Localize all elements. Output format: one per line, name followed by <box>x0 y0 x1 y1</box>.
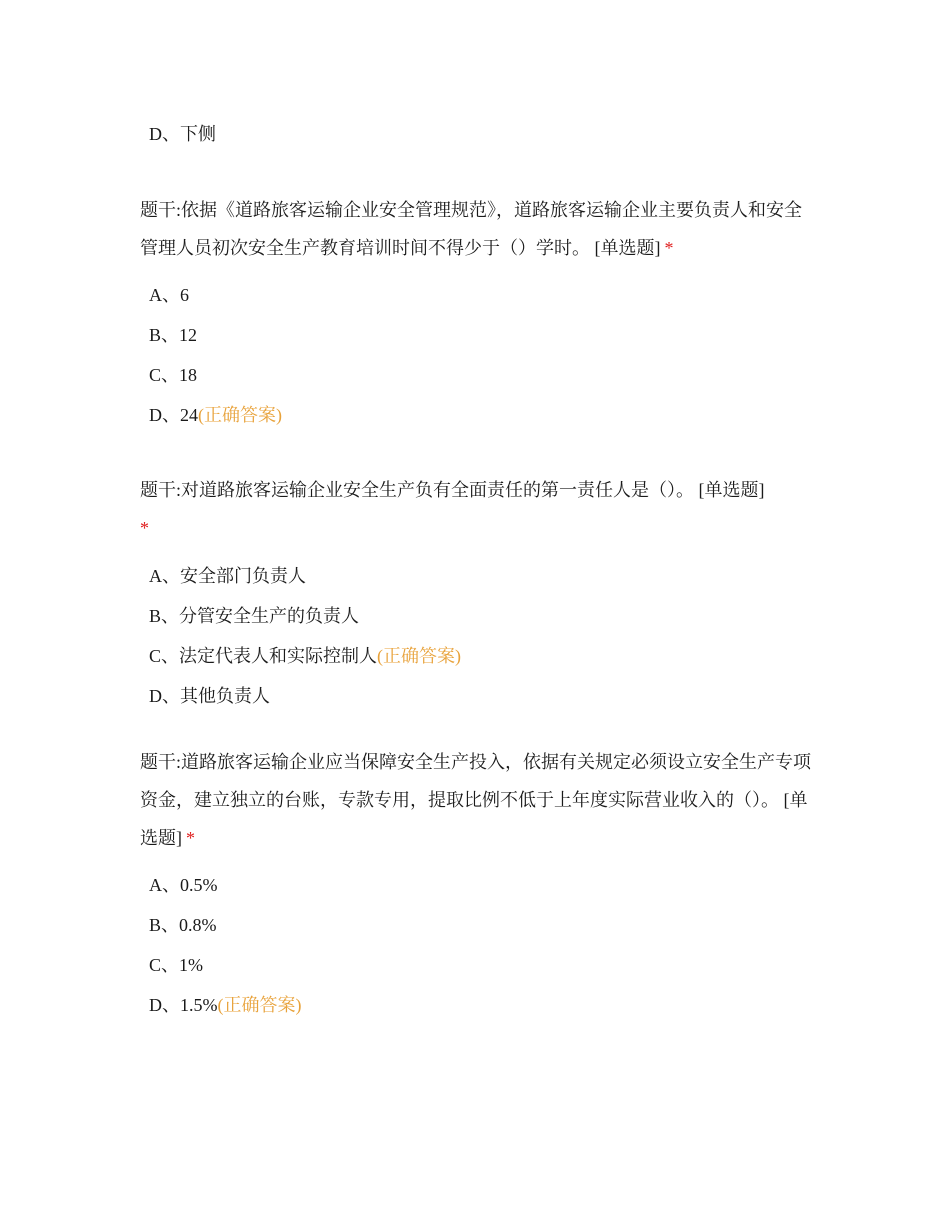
option-list <box>140 275 812 435</box>
option-letter: B、 <box>149 325 180 345</box>
question-type-label: [单选题] <box>594 238 661 258</box>
option-letter: D、 <box>149 686 180 706</box>
question-stem <box>140 743 812 857</box>
option-text: 24 <box>180 405 198 425</box>
option-letter: C、 <box>149 955 180 975</box>
correct-answer-label: (正确答案) <box>198 405 282 425</box>
question-3 <box>140 743 812 1025</box>
option-d <box>149 985 812 1025</box>
option-letter: C、 <box>149 365 180 385</box>
option-letter: C、 <box>149 646 180 666</box>
option-text: 6 <box>180 285 189 305</box>
stem-text: 题干:依据《道路旅客运输企业安全管理规范》，道路旅客运输企业主要负责人和安全管理人员初次安全生产教育培训时间不得少于（）学时。 <box>140 200 802 258</box>
option-b <box>149 315 812 355</box>
stem-text: 题干:道路旅客运输企业应当保障安全生产投入，依据有关规定必须设立安全生产专项资金，建立独立的台账，专款专用，提取比例不低于上年度实际营业收入的（）。 <box>140 752 811 810</box>
option-letter: D、 <box>149 124 180 144</box>
option-text: 18 <box>179 365 198 385</box>
question-2 <box>140 471 812 716</box>
option-d <box>149 676 812 716</box>
option-b <box>149 596 812 636</box>
option-text: 其他负责人 <box>180 686 270 706</box>
option-a <box>149 865 812 905</box>
option-b <box>149 905 812 945</box>
option-text: 12 <box>179 325 198 345</box>
question-stem <box>140 191 812 267</box>
option-text: 下侧 <box>180 124 216 144</box>
option-letter: A、 <box>149 285 180 305</box>
option-letter: A、 <box>149 875 180 895</box>
option-text: 安全部门负责人 <box>180 566 306 586</box>
option-c <box>149 636 812 676</box>
correct-answer-label: (正确答案) <box>377 646 462 666</box>
option-d-previous-question <box>149 121 216 147</box>
question-1 <box>140 191 812 435</box>
option-c <box>149 355 812 395</box>
option-text: 分管安全生产的负责人 <box>179 606 360 626</box>
option-text: 1% <box>179 955 204 975</box>
option-list <box>140 865 812 1025</box>
option-d <box>149 395 812 435</box>
required-mark: * <box>186 828 195 848</box>
option-text: 1.5% <box>180 995 218 1015</box>
option-a <box>149 556 812 596</box>
option-letter: A、 <box>149 566 180 586</box>
option-letter: B、 <box>149 606 180 626</box>
required-mark: * <box>664 238 674 258</box>
stem-text: 题干:对道路旅客运输企业安全生产负有全面责任的第一责任人是（）。 <box>140 480 694 500</box>
option-list <box>140 556 812 716</box>
option-letter: D、 <box>149 995 180 1015</box>
question-type-label: [单选题] <box>698 480 765 500</box>
option-text: 0.8% <box>179 915 217 935</box>
option-letter: B、 <box>149 915 180 935</box>
option-letter: D、 <box>149 405 180 425</box>
option-text: 法定代表人和实际控制人 <box>179 646 378 666</box>
option-text: 0.5% <box>180 875 218 895</box>
option-c <box>149 945 812 985</box>
question-type-label: [单选题] <box>140 790 808 848</box>
option-a <box>149 275 812 315</box>
correct-answer-label: (正确答案) <box>217 995 302 1015</box>
question-stem <box>140 471 812 547</box>
required-mark: * <box>140 518 149 538</box>
